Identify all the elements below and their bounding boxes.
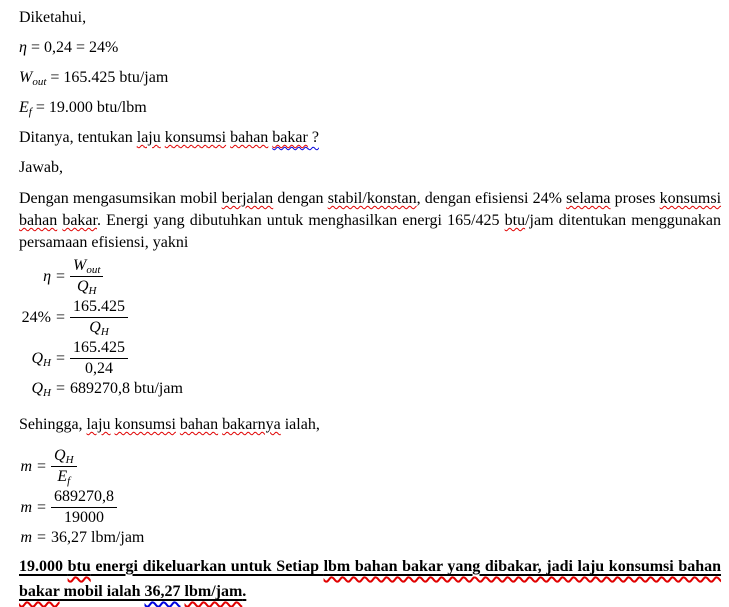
fraction-numerator (51, 446, 77, 467)
explanation-paragraph (19, 188, 721, 254)
heat-subscript: H (43, 356, 51, 369)
equation-lhs (19, 499, 32, 517)
fraction (51, 446, 77, 487)
equation-lhs (19, 379, 51, 398)
eta-variable: η (19, 39, 27, 56)
fraction-numerator: 689270,8 (51, 487, 117, 508)
answer-heading: Jawab, (19, 159, 63, 176)
misspelled-word: bahan (19, 212, 58, 229)
equation-result: 689270,8 btu/jam (70, 380, 183, 397)
grammar-flag-segment (272, 129, 319, 146)
misspelled-word: btu (67, 558, 91, 575)
given-work-equation (19, 68, 721, 87)
text-segment: = 19.000 btu/lbm (31, 99, 147, 116)
heat-variable: Q (89, 319, 101, 336)
text-segment: energi dikeluarkan untuk Setiap (90, 558, 324, 575)
eta-variable: η (43, 267, 51, 285)
paragraph-line (19, 210, 721, 232)
equals-sign: = (37, 529, 47, 546)
heat-variable: Q (31, 380, 44, 397)
fraction-denominator (70, 277, 103, 297)
misspelled-word: lbm/jam (184, 583, 243, 600)
equation-row-percent (19, 297, 721, 338)
equals-sign: = (37, 498, 47, 516)
text-segment: Ditanya, tentukan (19, 129, 137, 146)
equation-row-m-result (19, 528, 721, 547)
text-segment: , dengan efisiensi 24% (416, 190, 567, 207)
fraction (70, 338, 128, 379)
given-efficiency-equation (19, 38, 721, 57)
text-segment: ? (307, 129, 319, 146)
equation-row-m (19, 446, 721, 487)
misspelled-word: konsumsi (164, 129, 227, 146)
text-segment: = 0,24 = 24% (26, 39, 119, 56)
fraction (70, 297, 128, 338)
equation-row-qh-result (19, 379, 721, 398)
equation-row-eta (19, 256, 721, 297)
heat-variable: Q (31, 349, 44, 367)
heat-variable: Q (54, 447, 66, 464)
misspelled-word: bakar (19, 583, 60, 600)
text-segment: = 165.425 btu/jam (46, 69, 169, 86)
heat-subscript: H (43, 387, 51, 399)
misspelled-word: btu (504, 212, 526, 229)
fuel-rate-equation-block (19, 446, 721, 547)
text-segment: Dengan mengasumsikan mobil (19, 190, 222, 207)
text-segment: 19.000 (19, 558, 68, 575)
text-segment: Sehingga, (19, 416, 87, 433)
fraction-denominator: 19000 (64, 509, 105, 526)
fraction-numerator: 165.425 (70, 338, 128, 359)
equation-row-m-values (19, 487, 721, 528)
heat-subscript: H (100, 326, 109, 338)
therefore-line (19, 415, 721, 434)
energy-variable: E (57, 468, 68, 485)
text-segment: mobil ialah (59, 583, 145, 600)
fraction-denominator (70, 318, 128, 338)
equation-lhs (19, 528, 32, 547)
mass-rate-variable: m (20, 498, 32, 516)
efficiency-equation-block (19, 256, 721, 398)
misspelled-word: bakar (272, 129, 308, 146)
fraction (51, 487, 117, 528)
fraction-numerator (70, 256, 103, 277)
heat-subscript: H (88, 285, 97, 297)
energy-subscript: f (67, 475, 71, 487)
mass-rate-variable: m (20, 457, 32, 475)
conclusion-line (19, 554, 721, 579)
fraction (70, 256, 103, 297)
work-variable: W (19, 69, 33, 86)
mass-rate-variable: m (20, 529, 32, 546)
fraction-denominator: 0,24 (85, 360, 114, 377)
equals-sign: = (56, 349, 66, 367)
misspelled-word: bakarnya (222, 416, 281, 433)
equation-lhs (19, 458, 32, 476)
misspelled-word: bakar (62, 212, 97, 229)
equation-lhs (19, 268, 51, 286)
question-line (19, 128, 721, 147)
misspelled-word: konsumsi (659, 190, 722, 207)
misspelled-word: stabil/konstan (327, 190, 417, 207)
misspelled-word: selama (566, 190, 611, 207)
text-segment: . (242, 583, 247, 600)
equals-sign: = (56, 308, 66, 326)
equals-sign: = (37, 457, 47, 475)
conclusion (19, 554, 721, 604)
text-segment: ialah, (280, 416, 320, 433)
equation-lhs: 24% (21, 308, 51, 326)
heat-subscript: H (65, 454, 74, 466)
misspelled-word: bahan (179, 416, 219, 433)
misspelled-word: bahan (230, 129, 269, 146)
heat-variable: Q (76, 278, 89, 295)
text-segment: /jam ditentukan menggunakan (525, 212, 722, 229)
known-heading: Diketahui, (19, 9, 87, 26)
energy-variable: E (19, 99, 29, 116)
misspelled-word: laju (136, 129, 161, 146)
misspelled-word: laju (86, 416, 111, 433)
text-segment: . Energi yang dibutuhkan untuk menghasilkan energi 165/425 (96, 212, 505, 229)
equals-sign: = (56, 380, 66, 397)
conclusion-line (19, 579, 721, 604)
misspelled-word: berjalan (221, 190, 274, 207)
equation-row-qh (19, 338, 721, 379)
fraction-numerator: 165.425 (70, 297, 128, 318)
equation-lhs (19, 350, 51, 368)
work-subscript: out (86, 264, 101, 276)
given-fuel-energy-equation (19, 98, 721, 117)
paragraph-line: persamaan efisiensi, yakni (19, 234, 189, 251)
text-segment: proses (610, 190, 660, 207)
energy-subscript: f (28, 106, 32, 118)
misspelled-word: lbm bahan bakar yang dibakar, jadi laju konsumsi bahan (323, 558, 722, 575)
equation-result: 36,27 lbm/jam (51, 529, 145, 546)
work-variable: W (73, 257, 87, 274)
fraction-denominator (51, 467, 77, 487)
text-segment: dengan (273, 190, 328, 207)
misspelled-word: konsumsi (114, 416, 176, 433)
paragraph-line (19, 188, 721, 210)
work-subscript: out (32, 76, 47, 88)
equals-sign: = (56, 267, 66, 285)
grammar-flag-word: 36,27 (144, 583, 181, 600)
